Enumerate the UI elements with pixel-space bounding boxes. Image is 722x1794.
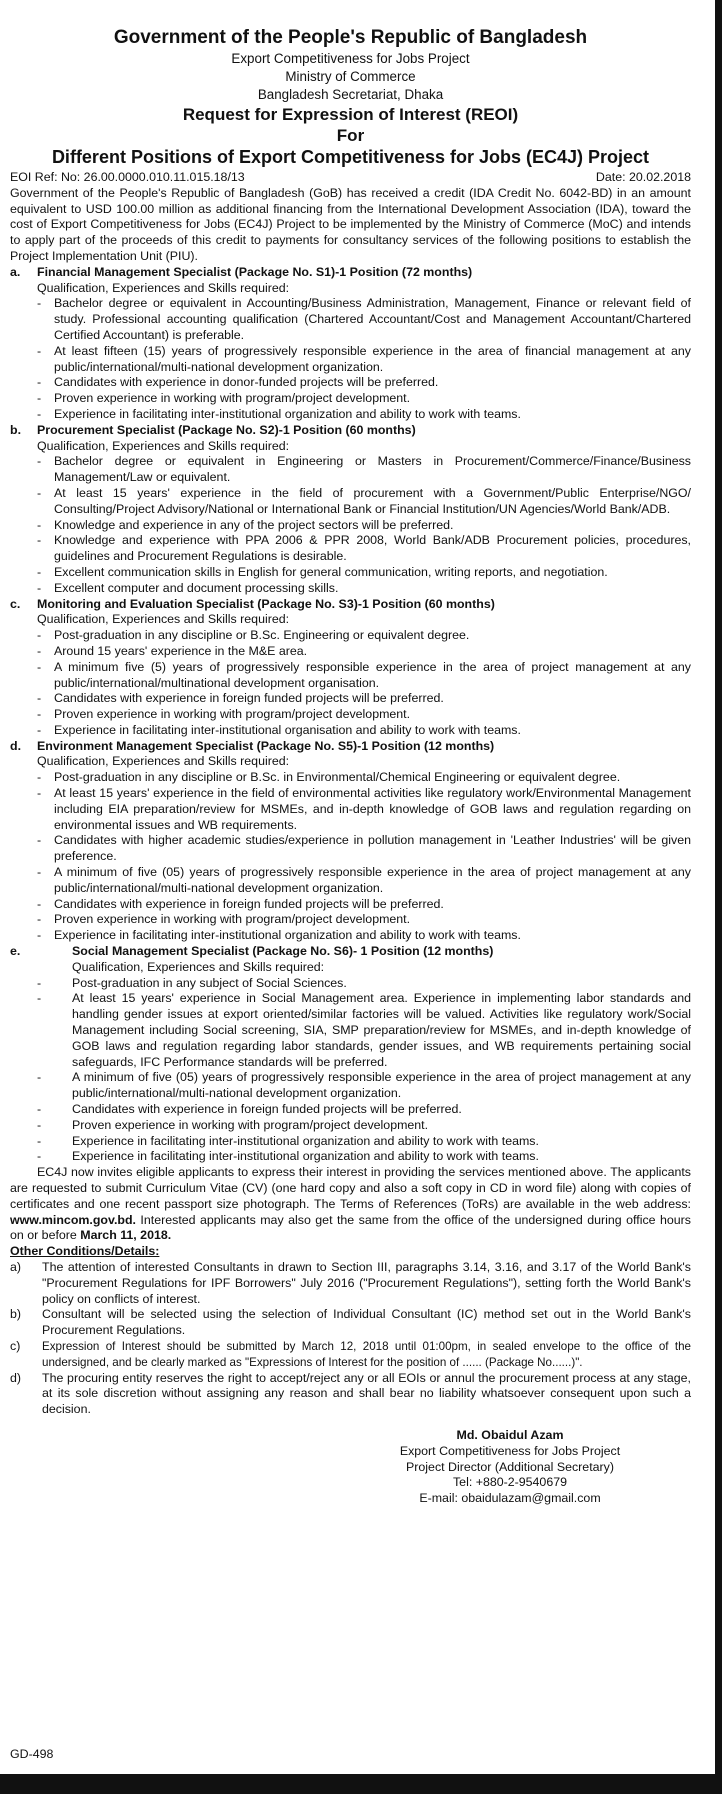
condition-label: d) [10,1370,22,1385]
requirement-item [10,833,691,865]
project-name: Export Competitiveness for Jobs Project [231,51,470,66]
requirements-list [10,770,691,944]
requirement-item [10,581,691,597]
position-section [10,944,691,1165]
position-title-text: Monitoring and Evaluation Specialist (Package No. S3)-1 Position (60 months) [37,596,495,611]
requirement-text: Excellent communication skills in English for general communication, writing reports, and negotiation. [54,564,608,579]
requirement-text: Knowledge and experience with PPA 2006 & PPR 2008, World Bank/ADB Procurement policies, procedures, guidelines and Procurement Regulations is desirable. [54,533,691,564]
requirement-item [10,912,691,928]
position-title-text: Procurement Specialist (Package No. S2)-1 Position (60 months) [37,422,416,437]
scan-edge-right [715,0,722,1794]
bullet-dash: - [37,517,42,532]
position-title [10,423,691,439]
bullet-dash: - [37,770,42,785]
position-letter: c. [10,596,21,611]
bullet-dash: - [37,928,42,943]
bullet-dash: - [37,896,42,911]
requirement-text: Experience in facilitating inter-institutional organisation and ability to work with teams. [54,722,521,737]
qualification-label: Qualification, Experiences and Skills required: [72,959,325,974]
bullet-dash: - [37,343,42,358]
signatory-tel: Tel: +880-2-9540679 [452,1475,567,1490]
signatory-designation: Project Director (Additional Secretary) [406,1459,614,1474]
bullet-dash: - [37,912,42,927]
deadline-date: March 11, 2018. [80,1228,172,1243]
requirement-text: Candidates with experience in foreign funded projects will be preferred. [54,691,444,706]
ministry-name: Ministry of Commerce [285,69,416,84]
condition-text: The attention of interested Consultants in drawn to Section III, paragraphs 3.14, 3.16, and 3.17 of the World Bank's "Procurement Regulations for IPF Borrowers" July 2016 ("Procurement Regulations"), setting forth the World Bank's policy on conflicts of interest. [42,1259,691,1306]
requirement-text: At least 15 years' experience in the field of environmental activities like regulatory work/Environmental Management including EIA preparation/review for MSMEs, and in-depth knowledge of GOB laws and regulation regarding on environmental issues and WB requirements. [54,786,691,832]
condition-item [10,1260,691,1307]
requirement-item [10,533,691,565]
invite-text-2: Interested applicants may also get the same from the office of the undersigned during office hours on or before [10,1212,691,1243]
bullet-dash: - [37,533,42,548]
bullet-dash: - [37,707,42,722]
requirement-item [10,991,691,1070]
bullet-dash: - [37,485,42,500]
bullet-dash: - [37,296,42,311]
requirement-item [10,1134,691,1150]
requirement-item [10,1070,691,1102]
requirement-text: Knowledge and experience in any of the project sectors will be preferred. [54,517,454,532]
position-title-text: Environment Management Specialist (Package No. S5)-1 Position (12 months) [37,738,495,753]
requirement-text: Post-graduation in any discipline or B.Sc. in Environmental/Chemical Engineering or equivalent degree. [54,770,621,785]
condition-item [10,1307,691,1339]
invite-text-1: EC4J now invites eligible applicants to express their interest in providing the services mentioned above. The applicants are requested to submit Curriculum Vitae (CV) (one hard copy and also a soft copy in CD in word file) along with copies of certificates and one recent passport size photograph. The Terms of References (ToRs) are available in the web address: [10,1165,691,1211]
position-letter: d. [10,738,22,753]
ad-code: GD-498 [10,1747,54,1761]
requirement-text: Experience in facilitating inter-institutional organization and ability to work with teams. [54,928,521,943]
position-section [10,423,691,597]
condition-text: The procuring entity reserves the right to accept/reject any or all EOIs or annul the procurement process at any stage, at its sole discretion without assigning any reason and shall bear no liability whatsoever consequent upon such a decision. [42,1370,691,1417]
condition-item [10,1339,691,1371]
requirement-text: Candidates with higher academic studies/experience in pollution management in 'Leather Industries' will be given preference. [54,833,691,864]
bullet-dash: - [37,375,42,390]
requirement-item [10,786,691,833]
requirement-item [10,518,691,534]
secretariat-address: Bangladesh Secretariat, Dhaka [257,87,444,102]
requirement-item [10,660,691,692]
bullet-dash: - [37,1102,42,1117]
requirement-item [10,1118,691,1134]
requirement-text: A minimum five (5) years of progressively responsible experience in the area of project management at any public/international/multinational development organisation. [54,659,691,690]
requirement-item [10,707,691,723]
eoi-date: Date: 20.02.2018 [595,170,691,184]
other-conditions-list [10,1260,691,1418]
requirement-text: At least 15 years' experience in Social Management area. Experience in implementing labor standards and handling gender issues at export oriented/similar factories will be valued. Activities like regulatory work/Social Management including Social screening, SIA, SMP preparation/review for MSMEs, and in-depth knowledge of GOB laws and regulation regarding labor standards, gender issues, and WB requirements pertaining social safeguards, IFC Performance standards will be preferred. [72,991,691,1069]
bullet-dash: - [37,691,42,706]
condition-label: b) [10,1307,22,1322]
requirement-item [10,723,691,739]
web-address: www.mincom.gov.bd. [10,1212,136,1227]
position-letter: e. [10,944,21,959]
requirement-text: Excellent computer and document processing skills. [54,580,339,595]
requirement-text: Bachelor degree or equivalent in Engineering or Masters in Procurement/Commerce/Finance/Business Management/Law or equivalent. [54,454,691,485]
reoi-notice [10,26,691,1507]
position-section [10,739,691,944]
requirement-item [10,296,691,343]
requirements-list [10,296,691,422]
position-letter: b. [10,422,22,437]
requirement-text: Post-graduation in any discipline or B.Sc. Engineering or equivalent degree. [54,628,470,643]
bullet-dash: - [37,991,42,1006]
condition-label: c) [10,1338,21,1353]
qualification-label: Qualification, Experiences and Skills required: [37,438,290,453]
position-section [10,597,691,739]
requirement-item [10,391,691,407]
condition-text: Consultant will be selected using the selection of Individual Consultant (IC) method set out in the World Bank's Procurement Regulations. [42,1307,691,1338]
condition-item [10,1371,691,1418]
requirement-item [10,928,691,944]
bullet-dash: - [37,1149,42,1164]
bullet-dash: - [37,643,42,658]
requirement-text: Post-graduation in any subject of Social Sciences. [72,975,347,990]
requirement-text: Bachelor degree or equivalent in Accounting/Business Administration, Management, Finance or relevant field of study. Professional accounting qualification (Chartered Accountant/Cost and Management Accountant/Chartered Certified Accountant) is preferable. [54,296,691,342]
bullet-dash: - [37,1070,42,1085]
requirement-item [10,454,691,486]
positions-title: Different Positions of Export Competitiveness for Jobs (EC4J) Project [51,147,650,167]
bullet-dash: - [37,580,42,595]
bullet-dash: - [37,865,42,880]
signature-block [340,1428,680,1507]
requirement-item [10,691,691,707]
requirements-list [10,976,691,1166]
requirement-text: Experience in facilitating inter-institutional organization and ability to work with teams. [72,1133,539,1148]
intro-paragraph: Government of the People's Republic of Bangladesh (GoB) has received a credit (IDA Credit No. 6042-BD) in an amount equivalent to USD 100.00 million as additional financing from the International Development Association (IDA), toward the cost of Export Competitiveness for Jobs (EC4J) Project to be implemented by the Ministry of Commerce (MoC) and intends to apply part of the proceeds of this credit to payments for consultancy services of the following positions to establish the Project Implementation Unit (PIU). [10,185,691,263]
requirement-text: Proven experience in working with program/project development. [54,912,411,927]
bullet-dash: - [37,833,42,848]
requirement-text: Candidates with experience in foreign funded projects will be preferred. [72,1102,462,1117]
other-conditions-title: Other Conditions/Details: [10,1244,160,1259]
bullet-dash: - [37,975,42,990]
requirement-item [10,644,691,660]
requirement-item [10,976,691,992]
requirement-text: Candidates with experience in donor-funded projects will be preferred. [54,375,439,390]
position-title [10,265,691,281]
position-title-text: Financial Management Specialist (Package No. S1)-1 Position (72 months) [37,264,473,279]
requirement-text: A minimum of five (05) years of progressively responsible experience in the area of project management at any public/international/multi-national development organization. [72,1070,691,1101]
position-title [10,739,691,755]
requirements-list [10,628,691,739]
reference-line [10,170,691,186]
bullet-dash: - [37,1117,42,1132]
requirement-item [10,770,691,786]
requirement-text: Experience in facilitating inter-institutional organization and ability to work with teams. [54,406,521,421]
requirement-item [10,344,691,376]
requirement-item [10,486,691,518]
requirement-item [10,897,691,913]
requirement-text: Around 15 years' experience in the M&E area. [54,643,308,658]
requirement-item [10,375,691,391]
bullet-dash: - [37,628,42,643]
bullet-dash: - [37,406,42,421]
requirement-text: Proven experience in working with program/project development. [72,1117,429,1132]
bullet-dash: - [37,564,42,579]
bullet-dash: - [37,786,42,801]
requirement-text: At least fifteen (15) years of progressively responsible experience in the area of financial management at any public/international/multi-national development organization. [54,343,691,374]
requirements-list [10,454,691,596]
requirement-text: Experience in facilitating inter-institutional organization and ability to work with teams. [72,1149,539,1164]
condition-text: Expression of Interest should be submitted by March 12, 2018 until 01:00pm, in sealed envelope to the office of the undersigned, and be clearly marked as "Expressions of Interest for the position of ...... (Package No......)". [42,1339,691,1369]
bullet-dash: - [37,1133,42,1148]
signatory-name: Md. Obaidul Azam [456,1427,564,1442]
qualification-label: Qualification, Experiences and Skills required: [37,754,290,769]
requirement-item [10,628,691,644]
bullet-dash: - [37,391,42,406]
requirement-item [10,1102,691,1118]
requirement-item [10,565,691,581]
requirement-text: Proven experience in working with program/project development. [54,707,411,722]
requirement-text: A minimum of five (05) years of progressively responsible experience in the area of project management at any public/international/multi-national development organization. [54,865,691,895]
requirement-item [10,1149,691,1165]
eoi-ref: EOI Ref: No: 26.00.0000.010.11.015.18/13 [10,170,245,184]
position-title [10,944,691,960]
government-heading: Government of the People's Republic of Bangladesh [113,27,588,48]
condition-label: a) [10,1259,22,1274]
reoi-title: Request for Expression of Interest (REOI) [182,105,519,124]
position-title-text: Social Management Specialist (Package No. S6)- 1 Position (12 months) [72,944,494,959]
requirement-text: Candidates with experience in foreign funded projects will be preferred. [54,896,444,911]
requirement-item [10,407,691,423]
position-sections [10,265,691,1165]
requirement-text: Proven experience in working with program/project development. [54,391,411,406]
bullet-dash: - [37,722,42,737]
bullet-dash: - [37,454,42,469]
qualification-label: Qualification, Experiences and Skills required: [37,612,290,627]
position-letter: a. [10,264,21,279]
position-section [10,265,691,423]
for-label: For [336,126,365,145]
requirement-text: At least 15 years' experience in the field of procurement with a Government/Public Enterprise/NGO/ Consulting/Project Advisory/National or International Bank or Financial Institution/UN Agencies/World Bank/ADB. [54,485,691,516]
position-title [10,597,691,613]
signatory-project: Export Competitiveness for Jobs Project [399,1443,621,1458]
qualification-label: Qualification, Experiences and Skills required: [37,280,290,295]
requirement-item [10,865,691,897]
invitation-paragraph [10,1165,691,1244]
bullet-dash: - [37,659,42,674]
scan-edge-bottom [0,1774,722,1794]
signatory-email: E-mail: obaidulazam@gmail.com [419,1491,601,1506]
